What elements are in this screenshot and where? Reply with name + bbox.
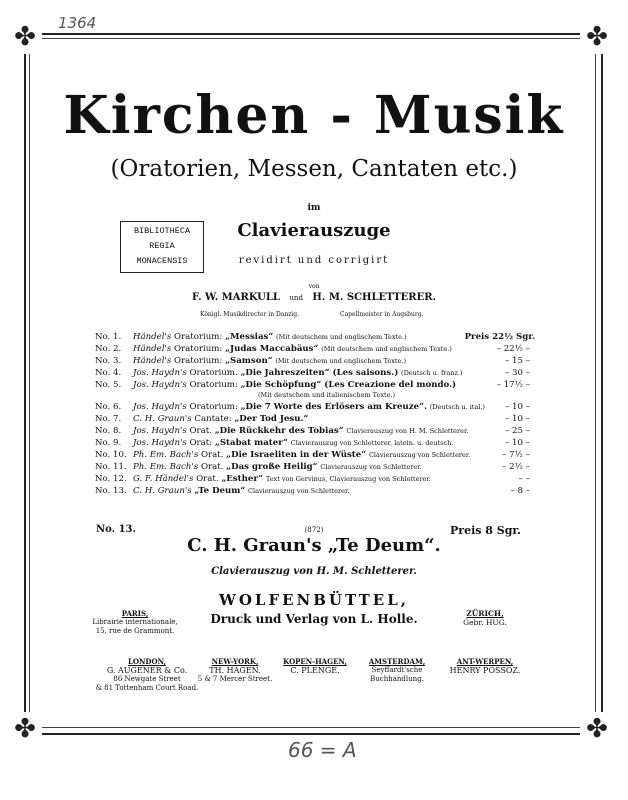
work-entry: Jos. Haydn's Orat: „Stabat mater“ Clavierauszug von Schletterer, latein. u. deutsch. xyxy=(133,438,454,448)
agent-line: Buchhandlung. xyxy=(370,675,424,683)
work-number: No. 2. xyxy=(95,344,122,354)
agent-line: G. AUGENER & Co. xyxy=(106,666,188,675)
list-item xyxy=(95,450,535,462)
pencil-inventory-mark: 66 = A xyxy=(288,738,357,762)
list-item xyxy=(95,402,535,414)
agent-name: AMSTERDAM, xyxy=(368,657,426,666)
work-price: – 17½ – xyxy=(496,380,530,390)
agent-zurich xyxy=(445,609,525,627)
work-entry: G. F. Händel's Orat. „Esther“ Text von Gervinus, Clavierauszug von Schletterer. xyxy=(133,474,431,484)
agent-line: 5 & 7 Mercer Street. xyxy=(197,675,273,683)
agent-line: Librairie internationale, xyxy=(92,618,178,626)
agent-london xyxy=(92,657,202,693)
work-price: – 30 – xyxy=(505,368,530,378)
clavierauszuge-heading: Clavierauszuge xyxy=(237,220,391,241)
work-entry: Ph. Em. Bach's Orat. „Die Israeliten in der Wüste“ Clavierauszug von Schletterer. xyxy=(133,450,471,460)
agent-line: Gebr. HUG. xyxy=(463,618,507,627)
work-number: No. 5. xyxy=(95,380,122,390)
agent-line: 15, rue de Grammont. xyxy=(95,627,175,635)
library-stamp xyxy=(120,221,204,273)
agent-name: PARIS, xyxy=(121,609,149,618)
work-entry: Händel's Oratorium: „Samson“ (Mit deutschem und englischem Texte.) xyxy=(133,356,406,366)
agent-name: ZÜRICH, xyxy=(466,609,504,618)
featured-title: C. H. Graun's „Te Deum“. xyxy=(187,535,441,556)
work-price: – 25 – xyxy=(505,426,530,436)
featured-number: No. 13. xyxy=(96,524,136,535)
stamp-line: BIBLIOTHECA xyxy=(133,226,191,236)
list-item xyxy=(95,426,535,438)
agent-line: Seyffardt'sche xyxy=(371,666,423,674)
im-text: im xyxy=(307,203,321,213)
work-number: No. 9. xyxy=(95,438,122,448)
work5-note: (Mit deutschem und italienischem Texte.) xyxy=(258,391,396,399)
list-item xyxy=(95,438,535,450)
work-number: No. 7. xyxy=(95,414,122,424)
editor-markull: F. W. MARKULL xyxy=(191,292,280,303)
von-text: von xyxy=(308,283,320,290)
corner-ornament-icon: ✤ xyxy=(580,712,614,746)
agent-kopenhagen xyxy=(275,657,355,675)
agent-paris xyxy=(80,609,190,636)
work-entry: Händel's Oratorium: „Messias“ (Mit deutschem und englischem Texte.) xyxy=(133,332,407,342)
list-item xyxy=(95,486,535,498)
page-subtitle: (Oratorien, Messen, Cantaten etc.) xyxy=(110,156,518,182)
work-price: – 22½ – xyxy=(496,344,530,354)
list-item xyxy=(95,368,535,380)
revidirt-text: revidirt und corrigirt xyxy=(238,255,390,266)
agent-line: C. PLENGE. xyxy=(290,666,340,675)
publisher-line: Druck und Verlag von L. Holle. xyxy=(210,612,418,626)
agent-line: & 81 Tottenham Court Road. xyxy=(95,684,199,692)
agent-name: KOPEN-HAGEN, xyxy=(283,657,347,666)
work-entry: Ph. Em. Bach's Orat. „Das große Heilig“ Clavierauszug von Schletterer. xyxy=(133,462,422,472)
featured-price: Preis 8 Sgr. xyxy=(450,524,522,537)
list-item xyxy=(95,344,535,356)
work-entry: Händel's Oratorium: „Judas Maccabäus“ (Mit deutschem und englischem Texte.) xyxy=(133,344,452,354)
editors-und: und xyxy=(289,294,303,302)
stamp-line: MONACENSIS xyxy=(136,256,188,266)
work-price: Preis 22½ Sgr. xyxy=(464,332,535,342)
agent-name: ANT-WERPEN, xyxy=(456,657,514,666)
editor-schletterer: H. M. SCHLETTERER. xyxy=(312,292,437,303)
editors-line xyxy=(0,292,628,303)
corner-ornament-icon: ✤ xyxy=(580,20,614,54)
agent-new-york xyxy=(195,657,275,684)
work-entry: Jos. Haydn's Oratorium: „Die 7 Worte des Erlösers am Kreuze“. (Deutsch u. ital.) xyxy=(133,402,485,412)
plate-number: (872) xyxy=(304,526,324,534)
work-price: – – xyxy=(518,474,530,484)
work-price: – 10 – xyxy=(505,402,530,412)
corner-ornament-icon: ✤ xyxy=(8,712,42,746)
work-price: – 10 – xyxy=(505,438,530,448)
pencil-shelfmark: 1364 xyxy=(58,14,97,32)
work-entry: Jos. Haydn's Oratorium. „Die Jahreszeiten“ (Les saisons.) (Deutsch u. franz.) xyxy=(133,368,463,378)
work-entry: C. H. Graun's „Te Deum“ Clavierauszug von Schletterer. xyxy=(133,486,350,496)
agent-antwerpen xyxy=(440,657,530,675)
work-price: – 2½ – xyxy=(502,462,530,472)
list-item xyxy=(95,414,535,426)
list-item xyxy=(95,356,535,368)
agent-amsterdam xyxy=(352,657,442,684)
agent-name: LONDON, xyxy=(128,657,166,666)
work-number: No. 13. xyxy=(95,486,127,496)
work-number: No. 10. xyxy=(95,450,127,460)
work-entry: Jos. Haydn's Oratorium: „Die Schöpfung“ (Les Creazione del mondo.) xyxy=(133,380,457,390)
stamp-line: REGIA xyxy=(149,241,175,251)
agent-line: 86 Newgate Street xyxy=(113,675,181,683)
work-number: No. 3. xyxy=(95,356,122,366)
agent-line: HENRY POSSOZ. xyxy=(449,666,521,675)
work-number: No. 11. xyxy=(95,462,127,472)
work-number: No. 12. xyxy=(95,474,127,484)
work-number: No. 6. xyxy=(95,402,122,412)
work-price: – 10 – xyxy=(505,414,530,424)
list-item xyxy=(95,462,535,474)
page-title: Kirchen - Musik xyxy=(63,85,565,146)
work-price: – 15 – xyxy=(505,356,530,366)
editor1-note: Königl. Musikdirector in Danzig. xyxy=(200,311,300,318)
work-entry: C. H. Graun's Cantate: „Der Tod Jesu.“ xyxy=(133,414,309,424)
work-price: – 8 – xyxy=(510,486,530,496)
publisher-city: WOLFENBÜTTEL, xyxy=(218,591,409,609)
work-number: No. 4. xyxy=(95,368,122,378)
agent-name: NEW-YORK, xyxy=(211,657,259,666)
list-item xyxy=(95,332,535,344)
editor2-note: Capellmeister in Augsburg. xyxy=(340,311,424,318)
corner-ornament-icon: ✤ xyxy=(8,20,42,54)
agent-line: TH. HAGEN. xyxy=(209,666,261,675)
work-number: No. 8. xyxy=(95,426,122,436)
work-number: No. 1. xyxy=(95,332,122,342)
featured-arranger: Clavierauszug von H. M. Schletterer. xyxy=(211,566,417,577)
list-item xyxy=(95,474,535,486)
work-entry: Jos. Haydn's Orat. „Die Rückkehr des Tobias“ Clavierauszug von H. M. Schletterer. xyxy=(133,426,469,436)
work-price: – 7½ – xyxy=(502,450,530,460)
